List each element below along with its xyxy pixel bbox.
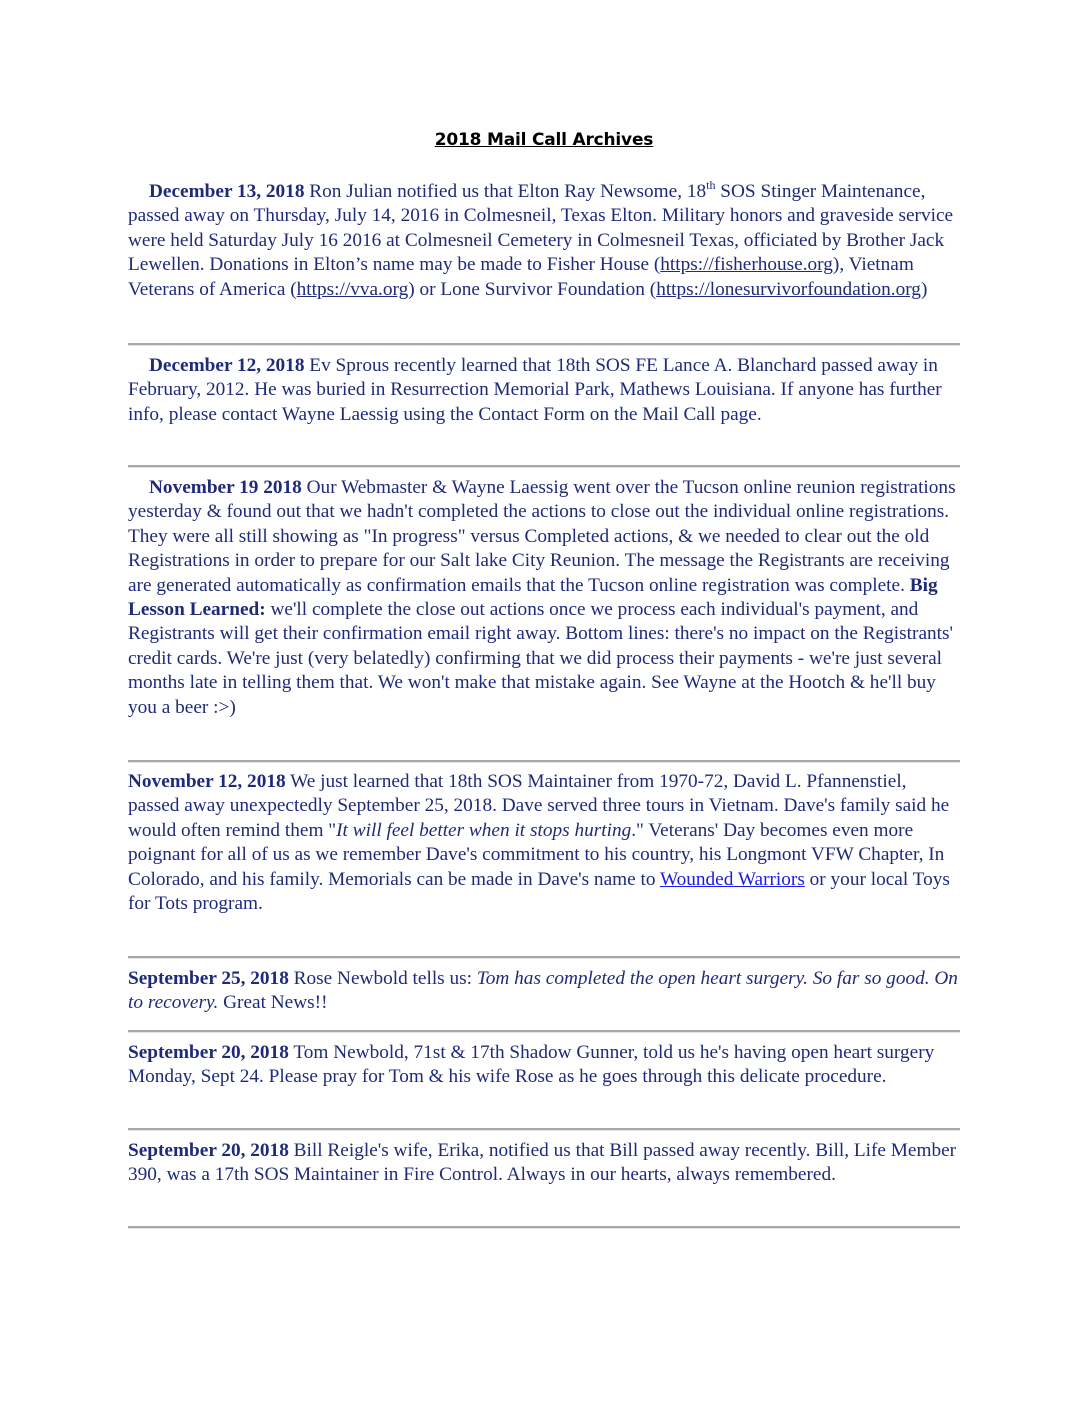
entry-text: ) or Lone Survivor Foundation ( (408, 278, 657, 300)
entry-text: Tom Newbold, 71st & 17th Shadow Gunner, told us he's having open heart surgery Monday, Sept 24. Please pray for Tom & his wife Rose as he goes through this delicate procedure. (128, 1042, 935, 1088)
entry-date: September 25, 2018 (128, 968, 289, 989)
entry-date: December 13, 2018 (149, 181, 305, 202)
divider (128, 1128, 960, 1131)
archive-entry (128, 1041, 960, 1090)
page-title: 2018 Mail Call Archives (434, 130, 654, 150)
vva-link[interactable]: https://vva.org (296, 278, 409, 300)
entry-text: ." Veterans' Day becomes even more poignant for all of us as we remember Dave's commitment to his country, his Longmont VFW Chapter, In Colorado, and his family. Memorials can be made in Dave's name to (128, 819, 945, 890)
entry-bold-text: Big Lesson Learned: (128, 574, 938, 621)
lonesurvivor-link[interactable]: https://lonesurvivorfoundation.org (656, 278, 921, 300)
entry-text: SOS Stinger Maintenance, passed away on Thursday, July 14, 2016 in Colmesneil, Texas Elton. Military honors and graveside service were held Saturday July 16 2016 at Colmesneil Cemetery in Colmesneil Texas, officiated by Brother Jack Lewellen. Donations in Elton’s name may be made to Fisher House ( (128, 181, 954, 276)
divider (128, 465, 960, 468)
divider (128, 343, 960, 346)
archive-entry (128, 1139, 960, 1188)
entry-text: Our Webmaster & Wayne Laessig went over the Tucson online reunion registrations yesterday & found out that we hadn't completed the actions to close out the individual online registrations. They were all still showing as "In progress" versus Completed actions, & we needed to clear out the old Registrations in order to prepare for our Salt lake City Reunion. The message the Registrants are receiving are generated automatically as confirmation emails that the Tucson online registration was complete. (128, 477, 956, 596)
entry-superscript: th (706, 178, 716, 192)
divider (128, 1030, 960, 1033)
entry-text: Rose Newbold tells us: (288, 968, 477, 989)
wounded-warriors-link[interactable]: Wounded Warriors (659, 868, 805, 890)
entry-date: December 12, 2018 (149, 355, 305, 376)
archive-entry (128, 770, 960, 916)
entry-date: November 12, 2018 (128, 771, 286, 792)
entry-text: Bill Reigle's wife, Erika, notified us that Bill passed away recently. Bill, Life Member 390, was a 17th SOS Maintainer in Fire Control. Always in our hearts, always remembered. (128, 1140, 957, 1186)
entry-text: ), Vietnam Veterans of America ( (128, 254, 914, 300)
archive-entry (128, 180, 960, 302)
entry-text: Ron Julian notified us that Elton Ray Newsome, 18 (304, 181, 707, 202)
entry-text: or your local Toys for Tots program. (128, 868, 950, 915)
entry-text: we'll complete the close out actions once we process each individual's payment, and Registrants will get their confirmation email right away. Bottom lines: there's no impact on the Registrants' credit cards. We're just (very belatedly) confirming that we did process their payments - we're just several months late in telling them that. We won't make that mistake again. See Wayne at the Hootch & he'll buy you a beer :>) (128, 599, 953, 718)
divider (128, 760, 960, 763)
entry-quote: It will feel better when it stops hurting (336, 819, 632, 841)
entry-date: September 20, 2018 (128, 1042, 289, 1063)
divider (128, 1226, 960, 1229)
entry-text: Ev Sprous recently learned that 18th SOS FE Lance A. Blanchard passed away in February, 2012. He was buried in Resurrection Memorial Park, Mathews Louisiana. If anyone has further info, please contact Wayne Laessig using the Contact Form on the Mail Call page. (128, 355, 942, 425)
entry-date: September 20, 2018 (128, 1140, 289, 1161)
entry-quote: Tom has completed the open heart surgery. So far so good. On to recovery. (128, 968, 958, 1014)
divider (128, 956, 960, 959)
entry-text: ) (920, 278, 928, 300)
archive-entry (128, 354, 960, 427)
archive-entry (128, 967, 960, 1016)
archive-entry (128, 476, 960, 720)
fisherhouse-link[interactable]: https://fisherhouse.org (660, 254, 833, 276)
entry-text: Great News!! (218, 992, 328, 1014)
entry-date: November 19 2018 (149, 477, 302, 498)
entry-text: We just learned that 18th SOS Maintainer from 1970-72, David L. Pfannenstiel, passed away unexpectedly September 25, 2018. Dave served three tours in Vietnam. Dave's family said he would often remind them " (128, 771, 950, 841)
